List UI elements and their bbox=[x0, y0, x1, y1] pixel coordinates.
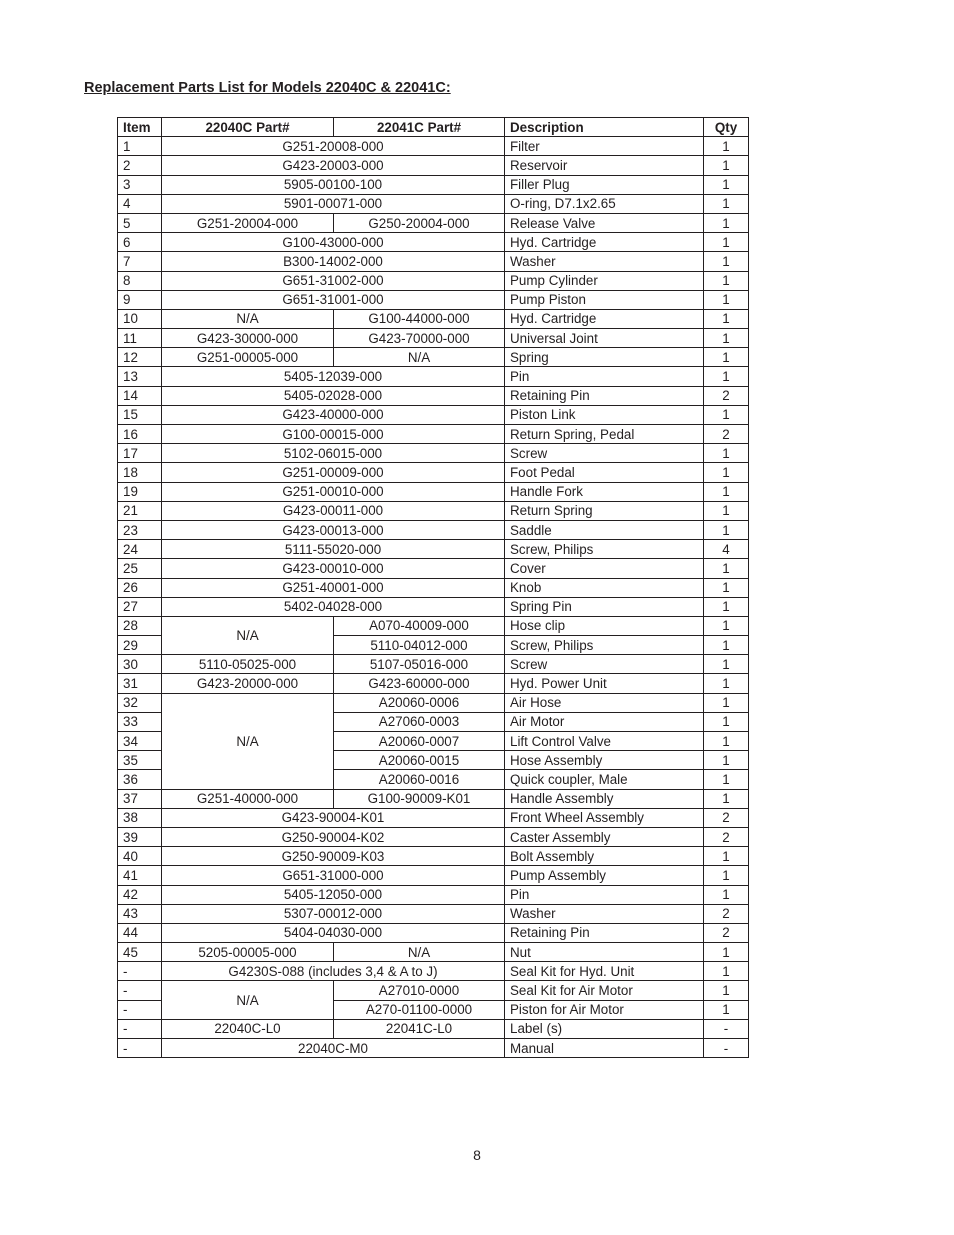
part-22040c-cell: G251-20004-000 bbox=[162, 213, 334, 232]
item-cell: 7 bbox=[118, 252, 162, 271]
item-cell: 5 bbox=[118, 213, 162, 232]
item-cell: 25 bbox=[118, 559, 162, 578]
table-row bbox=[118, 425, 749, 444]
item-cell: 43 bbox=[118, 904, 162, 923]
item-cell: 26 bbox=[118, 578, 162, 597]
shared-part-cell: 5111-55020-000 bbox=[162, 540, 505, 559]
table-row bbox=[118, 290, 749, 309]
item-cell: 11 bbox=[118, 329, 162, 348]
table-row bbox=[118, 808, 749, 827]
table-row bbox=[118, 789, 749, 808]
part-22041c-cell: N/A bbox=[334, 943, 505, 962]
shared-part-cell: G251-00009-000 bbox=[162, 463, 505, 482]
table-row bbox=[118, 866, 749, 885]
part-22041c-cell: G423-70000-000 bbox=[334, 329, 505, 348]
description-cell: Seal Kit for Air Motor bbox=[505, 981, 704, 1000]
qty-cell: - bbox=[704, 1039, 749, 1058]
qty-cell: 1 bbox=[704, 674, 749, 693]
part-22040c-cell: N/A bbox=[162, 309, 334, 328]
description-cell: Bolt Assembly bbox=[505, 847, 704, 866]
shared-part-cell: G423-90004-K01 bbox=[162, 808, 505, 827]
part-22040c-cell: N/A bbox=[162, 616, 334, 654]
description-cell: Hose Assembly bbox=[505, 751, 704, 770]
item-cell: 14 bbox=[118, 386, 162, 405]
description-cell: Pin bbox=[505, 885, 704, 904]
item-cell: 42 bbox=[118, 885, 162, 904]
qty-cell: 1 bbox=[704, 885, 749, 904]
table-row bbox=[118, 616, 749, 635]
description-cell: Spring Pin bbox=[505, 597, 704, 616]
item-cell: 35 bbox=[118, 751, 162, 770]
qty-cell: 1 bbox=[704, 501, 749, 520]
header-22040c-part: 22040C Part# bbox=[162, 118, 334, 137]
table-row bbox=[118, 501, 749, 520]
table-row bbox=[118, 348, 749, 367]
description-cell: Quick coupler, Male bbox=[505, 770, 704, 789]
shared-part-cell: G423-00010-000 bbox=[162, 559, 505, 578]
shared-part-cell: B300-14002-000 bbox=[162, 252, 505, 271]
part-22040c-cell: 22040C-L0 bbox=[162, 1019, 334, 1038]
description-cell: Handle Assembly bbox=[505, 789, 704, 808]
shared-part-cell: 5402-04028-000 bbox=[162, 597, 505, 616]
description-cell: Caster Assembly bbox=[505, 827, 704, 846]
qty-cell: 1 bbox=[704, 1000, 749, 1019]
description-cell: Screw, Philips bbox=[505, 636, 704, 655]
table-row bbox=[118, 367, 749, 386]
qty-cell: 1 bbox=[704, 233, 749, 252]
description-cell: Filler Plug bbox=[505, 175, 704, 194]
description-cell: Foot Pedal bbox=[505, 463, 704, 482]
qty-cell: 1 bbox=[704, 770, 749, 789]
part-22040c-cell: 5205-00005-000 bbox=[162, 943, 334, 962]
description-cell: Knob bbox=[505, 578, 704, 597]
part-22041c-cell: 22041C-L0 bbox=[334, 1019, 505, 1038]
qty-cell: 1 bbox=[704, 655, 749, 674]
description-cell: O-ring, D7.1x2.65 bbox=[505, 194, 704, 213]
item-cell: 31 bbox=[118, 674, 162, 693]
item-cell: 29 bbox=[118, 636, 162, 655]
shared-part-cell: 22040C-M0 bbox=[162, 1039, 505, 1058]
page-title: Replacement Parts List for Models 22040C & 22041C: bbox=[84, 80, 451, 96]
shared-part-cell: G423-00011-000 bbox=[162, 501, 505, 520]
part-22041c-cell: A27060-0003 bbox=[334, 712, 505, 731]
description-cell: Piston Link bbox=[505, 405, 704, 424]
description-cell: Hyd. Power Unit bbox=[505, 674, 704, 693]
item-cell: 41 bbox=[118, 866, 162, 885]
shared-part-cell: 5901-00071-000 bbox=[162, 194, 505, 213]
shared-part-cell: G423-40000-000 bbox=[162, 405, 505, 424]
shared-part-cell: 5405-02028-000 bbox=[162, 386, 505, 405]
qty-cell: 4 bbox=[704, 540, 749, 559]
qty-cell: 2 bbox=[704, 808, 749, 827]
table-row bbox=[118, 309, 749, 328]
qty-cell: 1 bbox=[704, 559, 749, 578]
part-22041c-cell: A070-40009-000 bbox=[334, 616, 505, 635]
shared-part-cell: G100-43000-000 bbox=[162, 233, 505, 252]
table-row bbox=[118, 194, 749, 213]
part-22041c-cell: 5107-05016-000 bbox=[334, 655, 505, 674]
qty-cell: 1 bbox=[704, 962, 749, 981]
qty-cell: 1 bbox=[704, 732, 749, 751]
table-row bbox=[118, 540, 749, 559]
description-cell: Retaining Pin bbox=[505, 386, 704, 405]
description-cell: Washer bbox=[505, 904, 704, 923]
description-cell: Front Wheel Assembly bbox=[505, 808, 704, 827]
qty-cell: 1 bbox=[704, 520, 749, 539]
page-number: 8 bbox=[473, 1147, 481, 1163]
table-row bbox=[118, 271, 749, 290]
description-cell: Pump Piston bbox=[505, 290, 704, 309]
item-cell: 36 bbox=[118, 770, 162, 789]
qty-cell: 1 bbox=[704, 943, 749, 962]
item-cell: 13 bbox=[118, 367, 162, 386]
shared-part-cell: 5404-04030-000 bbox=[162, 923, 505, 942]
parts-table-body bbox=[118, 137, 749, 1058]
item-cell: 15 bbox=[118, 405, 162, 424]
description-cell: Return Spring, Pedal bbox=[505, 425, 704, 444]
item-cell: 16 bbox=[118, 425, 162, 444]
description-cell: Return Spring bbox=[505, 501, 704, 520]
qty-cell: 1 bbox=[704, 405, 749, 424]
item-cell: - bbox=[118, 981, 162, 1000]
description-cell: Hose clip bbox=[505, 616, 704, 635]
item-cell: 18 bbox=[118, 463, 162, 482]
item-cell: - bbox=[118, 1039, 162, 1058]
description-cell: Handle Fork bbox=[505, 482, 704, 501]
qty-cell: 1 bbox=[704, 847, 749, 866]
qty-cell: 1 bbox=[704, 693, 749, 712]
part-22041c-cell: G250-20004-000 bbox=[334, 213, 505, 232]
qty-cell: 1 bbox=[704, 367, 749, 386]
qty-cell: 1 bbox=[704, 789, 749, 808]
parts-table bbox=[117, 117, 749, 1058]
description-cell: Pin bbox=[505, 367, 704, 386]
qty-cell: 2 bbox=[704, 827, 749, 846]
item-cell: 27 bbox=[118, 597, 162, 616]
table-row bbox=[118, 885, 749, 904]
shared-part-cell: G651-31000-000 bbox=[162, 866, 505, 885]
table-row bbox=[118, 463, 749, 482]
shared-part-cell: G651-31002-000 bbox=[162, 271, 505, 290]
qty-cell: 1 bbox=[704, 712, 749, 731]
table-row bbox=[118, 156, 749, 175]
qty-cell: 1 bbox=[704, 137, 749, 156]
qty-cell: 1 bbox=[704, 175, 749, 194]
shared-part-cell: G250-90009-K03 bbox=[162, 847, 505, 866]
item-cell: 40 bbox=[118, 847, 162, 866]
qty-cell: 1 bbox=[704, 329, 749, 348]
qty-cell: 1 bbox=[704, 866, 749, 885]
item-cell: 23 bbox=[118, 520, 162, 539]
item-cell: 19 bbox=[118, 482, 162, 501]
part-22040c-cell: G251-00005-000 bbox=[162, 348, 334, 367]
table-header-row bbox=[118, 118, 749, 137]
item-cell: - bbox=[118, 1019, 162, 1038]
shared-part-cell: 5905-00100-100 bbox=[162, 175, 505, 194]
table-row bbox=[118, 329, 749, 348]
description-cell: Seal Kit for Hyd. Unit bbox=[505, 962, 704, 981]
table-row bbox=[118, 175, 749, 194]
header-qty: Qty bbox=[704, 118, 749, 137]
item-cell: - bbox=[118, 1000, 162, 1019]
table-row bbox=[118, 213, 749, 232]
qty-cell: 1 bbox=[704, 463, 749, 482]
qty-cell: 1 bbox=[704, 213, 749, 232]
part-22041c-cell: N/A bbox=[334, 348, 505, 367]
table-row bbox=[118, 923, 749, 942]
shared-part-cell: 5102-06015-000 bbox=[162, 444, 505, 463]
part-22040c-cell: 5110-05025-000 bbox=[162, 655, 334, 674]
part-22041c-cell: G423-60000-000 bbox=[334, 674, 505, 693]
description-cell: Screw bbox=[505, 655, 704, 674]
table-row bbox=[118, 827, 749, 846]
item-cell: 4 bbox=[118, 194, 162, 213]
description-cell: Air Hose bbox=[505, 693, 704, 712]
description-cell: Cover bbox=[505, 559, 704, 578]
shared-part-cell: G251-40001-000 bbox=[162, 578, 505, 597]
table-row bbox=[118, 137, 749, 156]
item-cell: 6 bbox=[118, 233, 162, 252]
table-row bbox=[118, 386, 749, 405]
item-cell: 10 bbox=[118, 309, 162, 328]
description-cell: Filter bbox=[505, 137, 704, 156]
qty-cell: 2 bbox=[704, 923, 749, 942]
description-cell: Pump Cylinder bbox=[505, 271, 704, 290]
part-22040c-cell: N/A bbox=[162, 693, 334, 789]
table-row bbox=[118, 943, 749, 962]
qty-cell: 1 bbox=[704, 444, 749, 463]
qty-cell: 1 bbox=[704, 348, 749, 367]
qty-cell: 1 bbox=[704, 309, 749, 328]
item-cell: 8 bbox=[118, 271, 162, 290]
item-cell: 37 bbox=[118, 789, 162, 808]
part-22041c-cell: A270-01100-0000 bbox=[334, 1000, 505, 1019]
shared-part-cell: G4230S-088 (includes 3,4 & A to J) bbox=[162, 962, 505, 981]
description-cell: Label (s) bbox=[505, 1019, 704, 1038]
description-cell: Screw, Philips bbox=[505, 540, 704, 559]
part-22041c-cell: G100-44000-000 bbox=[334, 309, 505, 328]
qty-cell: 1 bbox=[704, 194, 749, 213]
table-row bbox=[118, 981, 749, 1000]
shared-part-cell: G251-00010-000 bbox=[162, 482, 505, 501]
header-22041c-part: 22041C Part# bbox=[334, 118, 505, 137]
part-22040c-cell: G251-40000-000 bbox=[162, 789, 334, 808]
table-row bbox=[118, 904, 749, 923]
table-row bbox=[118, 962, 749, 981]
qty-cell: 1 bbox=[704, 156, 749, 175]
qty-cell: 1 bbox=[704, 636, 749, 655]
description-cell: Hyd. Cartridge bbox=[505, 233, 704, 252]
item-cell: 34 bbox=[118, 732, 162, 751]
shared-part-cell: G423-20003-000 bbox=[162, 156, 505, 175]
qty-cell: - bbox=[704, 1019, 749, 1038]
qty-cell: 1 bbox=[704, 981, 749, 1000]
table-row bbox=[118, 233, 749, 252]
part-22040c-cell: G423-30000-000 bbox=[162, 329, 334, 348]
shared-part-cell: 5405-12039-000 bbox=[162, 367, 505, 386]
part-22041c-cell: A27010-0000 bbox=[334, 981, 505, 1000]
shared-part-cell: G651-31001-000 bbox=[162, 290, 505, 309]
qty-cell: 1 bbox=[704, 290, 749, 309]
item-cell: 17 bbox=[118, 444, 162, 463]
item-cell: 28 bbox=[118, 616, 162, 635]
table-row bbox=[118, 655, 749, 674]
description-cell: Nut bbox=[505, 943, 704, 962]
item-cell: 12 bbox=[118, 348, 162, 367]
table-row bbox=[118, 1039, 749, 1058]
part-22041c-cell: A20060-0007 bbox=[334, 732, 505, 751]
description-cell: Pump Assembly bbox=[505, 866, 704, 885]
table-row bbox=[118, 597, 749, 616]
item-cell: 21 bbox=[118, 501, 162, 520]
shared-part-cell: G250-90004-K02 bbox=[162, 827, 505, 846]
qty-cell: 2 bbox=[704, 386, 749, 405]
table-row bbox=[118, 559, 749, 578]
table-row bbox=[118, 405, 749, 424]
part-22040c-cell: N/A bbox=[162, 981, 334, 1019]
item-cell: 44 bbox=[118, 923, 162, 942]
description-cell: Lift Control Valve bbox=[505, 732, 704, 751]
item-cell: 33 bbox=[118, 712, 162, 731]
description-cell: Piston for Air Motor bbox=[505, 1000, 704, 1019]
description-cell: Hyd. Cartridge bbox=[505, 309, 704, 328]
shared-part-cell: G251-20008-000 bbox=[162, 137, 505, 156]
shared-part-cell: 5307-00012-000 bbox=[162, 904, 505, 923]
qty-cell: 1 bbox=[704, 578, 749, 597]
description-cell: Spring bbox=[505, 348, 704, 367]
qty-cell: 1 bbox=[704, 252, 749, 271]
item-cell: 39 bbox=[118, 827, 162, 846]
description-cell: Manual bbox=[505, 1039, 704, 1058]
qty-cell: 2 bbox=[704, 425, 749, 444]
item-cell: - bbox=[118, 962, 162, 981]
shared-part-cell: G423-00013-000 bbox=[162, 520, 505, 539]
part-22041c-cell: A20060-0006 bbox=[334, 693, 505, 712]
shared-part-cell: 5405-12050-000 bbox=[162, 885, 505, 904]
part-22040c-cell: G423-20000-000 bbox=[162, 674, 334, 693]
item-cell: 3 bbox=[118, 175, 162, 194]
shared-part-cell: G100-00015-000 bbox=[162, 425, 505, 444]
qty-cell: 1 bbox=[704, 751, 749, 770]
header-description: Description bbox=[505, 118, 704, 137]
item-cell: 24 bbox=[118, 540, 162, 559]
item-cell: 1 bbox=[118, 137, 162, 156]
description-cell: Washer bbox=[505, 252, 704, 271]
table-row bbox=[118, 444, 749, 463]
table-row bbox=[118, 578, 749, 597]
description-cell: Air Motor bbox=[505, 712, 704, 731]
qty-cell: 1 bbox=[704, 597, 749, 616]
description-cell: Reservoir bbox=[505, 156, 704, 175]
part-22041c-cell: A20060-0015 bbox=[334, 751, 505, 770]
description-cell: Saddle bbox=[505, 520, 704, 539]
item-cell: 45 bbox=[118, 943, 162, 962]
description-cell: Release Valve bbox=[505, 213, 704, 232]
table-row bbox=[118, 693, 749, 712]
item-cell: 9 bbox=[118, 290, 162, 309]
description-cell: Screw bbox=[505, 444, 704, 463]
description-cell: Retaining Pin bbox=[505, 923, 704, 942]
qty-cell: 1 bbox=[704, 616, 749, 635]
qty-cell: 1 bbox=[704, 482, 749, 501]
item-cell: 2 bbox=[118, 156, 162, 175]
table-row bbox=[118, 482, 749, 501]
table-row bbox=[118, 520, 749, 539]
item-cell: 32 bbox=[118, 693, 162, 712]
qty-cell: 2 bbox=[704, 904, 749, 923]
part-22041c-cell: G100-90009-K01 bbox=[334, 789, 505, 808]
qty-cell: 1 bbox=[704, 271, 749, 290]
table-row bbox=[118, 847, 749, 866]
part-22041c-cell: 5110-04012-000 bbox=[334, 636, 505, 655]
item-cell: 38 bbox=[118, 808, 162, 827]
table-row bbox=[118, 252, 749, 271]
item-cell: 30 bbox=[118, 655, 162, 674]
part-22041c-cell: A20060-0016 bbox=[334, 770, 505, 789]
table-row bbox=[118, 1019, 749, 1038]
header-item: Item bbox=[118, 118, 162, 137]
description-cell: Universal Joint bbox=[505, 329, 704, 348]
table-row bbox=[118, 674, 749, 693]
